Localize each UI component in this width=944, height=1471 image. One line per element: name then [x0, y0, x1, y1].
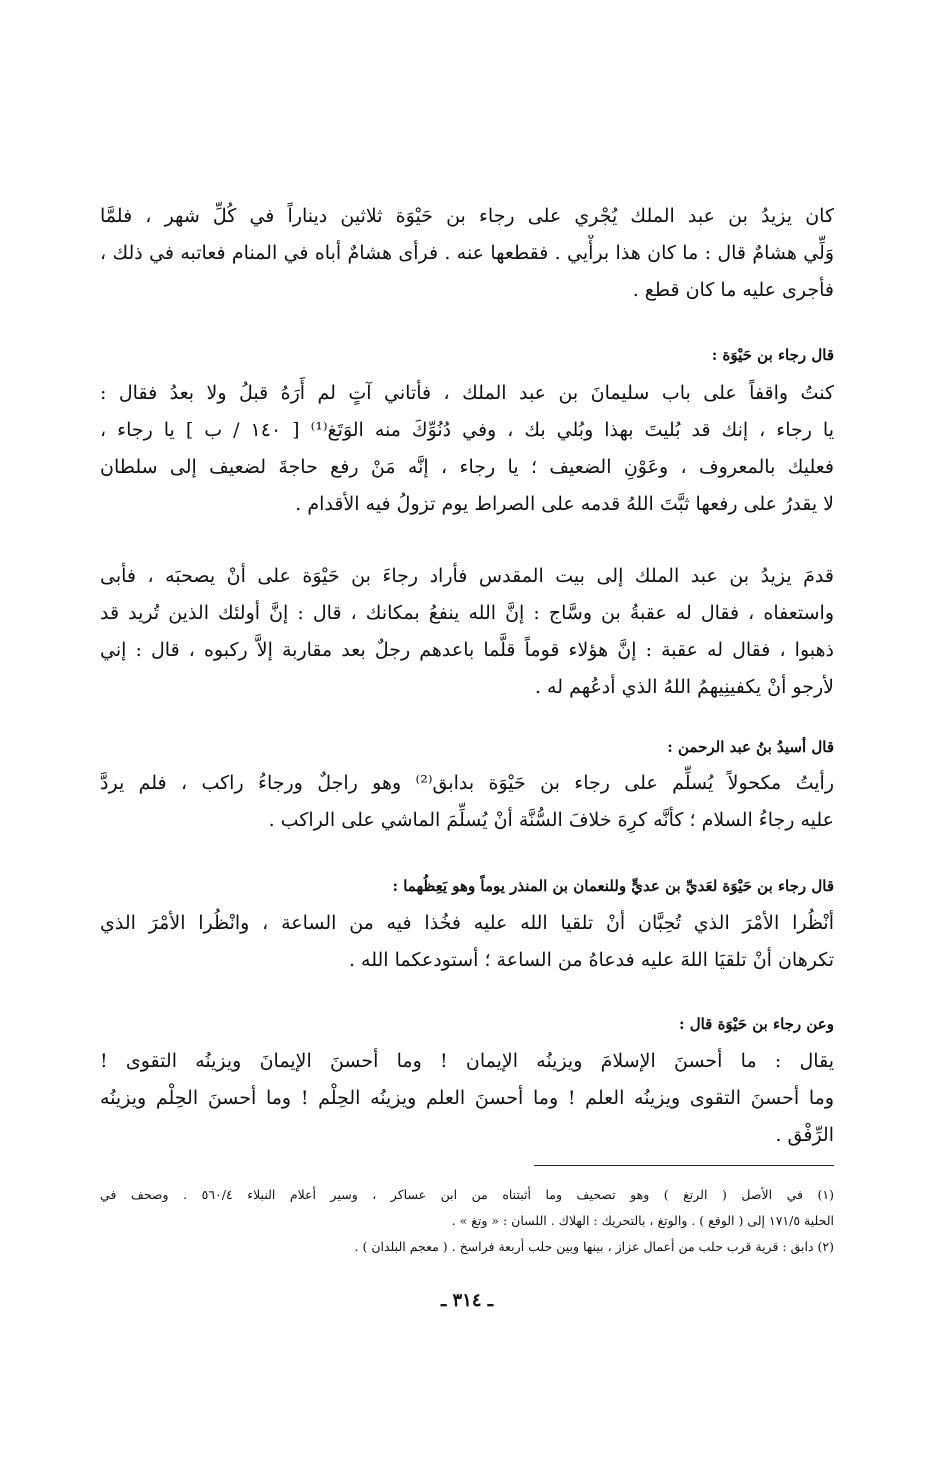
text-line: كنتُ واقفاً على باب سليمانَ بن عبد الملك ، فأتاني آتٍ لم أَرَهُ قبلُ ولا بعدُ فقال : [100, 382, 834, 404]
text-line: يقال : ما أحسنَ الإسلامَ ويزينُه الإيمان ! وما أحسنَ الإيمانَ ويزينُه التقوى ! [100, 1050, 834, 1072]
paragraph-3 [100, 558, 834, 706]
paragraph-4 [100, 765, 834, 839]
text-line: تكرهان أنْ تلقيَا اللهَ عليه فدعاهُ من الساعة ؛ أستودعكما الله . [348, 949, 834, 971]
paragraph-6 [100, 1043, 834, 1154]
text-line: كان يزيدُ بن عبد الملك يُجْري على رجاء بن حَيْوَة ثلاثين ديناراً في كُلِّ شهر ، فلمَّا [100, 205, 834, 227]
text-line: يا رجاء ، إنك قد بُليتَ بهذا وبُلي بك ، وفي دُنُوِّكَ منه الوَتَغ⁽¹⁾ [ ١٤٠ / ب ] يا رجاء ، [100, 419, 834, 441]
section-heading: قال رجاء بن حَيْوَة : [711, 346, 834, 364]
text-line: عليه رجاءُ السلام ؛ كأنَّه كرِهَ خلافَ السُّنَّة أنْ يُسلِّمَ الماشي على الراكب . [268, 809, 834, 831]
section-heading: وعن رجاء بن حَيْوَة قال : [678, 1015, 834, 1033]
footnote-divider [534, 1165, 834, 1166]
text-line: لأرجو أنْ يكفينِيهمُ اللهُ الذي أدعُهم له . [534, 676, 834, 698]
footnote-2 [100, 1234, 834, 1260]
text-line: وَلِّي هشامٌ قال : ما كان هذا برأْيي . فقطعها عنه . فرأى هشامٌ أباه في المنام فعاتبه في ذلك ، [100, 242, 834, 264]
footnote-line: الحلية ١٧١/٥ إلى ( الوقع ) . والوتغ ، بالتحريك : الهلاك . اللسان : « وتغ » . [451, 1213, 834, 1228]
text-line: واستعفاه ، فقال له عقبةُ بن وسَّاج : إنَّ الله ينفعُ بمكانك ، قال : إنَّ أولئك الذين تُريد قد [100, 602, 834, 624]
text-line: فأجرى عليه ما كان قطع . [632, 279, 834, 301]
paragraph-2 [100, 375, 834, 523]
document-page [100, 0, 834, 1471]
footnote-line: (١) في الأصل ( الرتغ ) وهو تصحيف وما أثبتناه من ابن عساكر ، وسير أعلام النبلاء ٥٦٠/٤ . وصحف في [100, 1187, 834, 1202]
text-line: الرِّفْق . [775, 1124, 834, 1146]
paragraph-5 [100, 905, 834, 979]
text-line: ذهبوا ، فقال له عقبة : إنَّ هؤلاء قوماً قلَّما باعدهم رجلٌ بعد مقاربة إلاَّ ركبوه ، قال : إني [100, 639, 834, 661]
section-heading: قال أسيدُ بنُ عبد الرحمن : [667, 738, 834, 756]
section-heading: قال رجاء بن حَيْوَة لعَديِّ بن عديٍّ وللنعمان بن المنذر يوماً وهو يَعِظُهما : [392, 877, 834, 895]
text-line: أنْظُرا الأمْرَ الذي تُحِبَّان أنْ تلقيا الله عليه فخُذا فيه من الساعة ، وانْظُرا الأمْرَ الذي [100, 912, 834, 934]
text-line: رأيتُ مكحولاً يُسلِّم على رجاء بن حَيْوَة بدابق⁽²⁾ وهو راجلٌ ورجاءُ راكب ، فلم يردَّ [100, 772, 834, 794]
page-number: ـ ٣١٤ ـ [440, 1290, 494, 1311]
footnote-1 [100, 1182, 834, 1234]
text-line: وما أحسنَ التقوى ويزينُه العلم ! وما أحسنَ العلم ويزينُه الحِلْم ! وما أحسنَ الحِلْم ويزينُه [100, 1087, 834, 1109]
paragraph-1 [100, 198, 834, 309]
text-line: قدمَ يزيدُ بن عبد الملك إلى بيت المقدس فأراد رجاءَ بن حَيْوَة على أنْ يصحبَه ، فأبى [100, 565, 834, 587]
text-line: لا يقدرُ على رفعها ثبَّتَ اللهُ قدمه على الصراط يوم تزولُ فيه الأقدام . [295, 493, 834, 515]
footnote-line: (٢) دابق : قرية قرب حلب من أعمال عزاز ، بينها وبين حلب أربعة فراسخ . ( معجم البلدان ) . [354, 1239, 834, 1254]
text-line: فعليك بالمعروف ، وعَوْنِ الضعيف ؛ يا رجاء ، إنَّه مَنْ رفع حاجةَ لضعيف إلى سلطان [100, 456, 834, 478]
